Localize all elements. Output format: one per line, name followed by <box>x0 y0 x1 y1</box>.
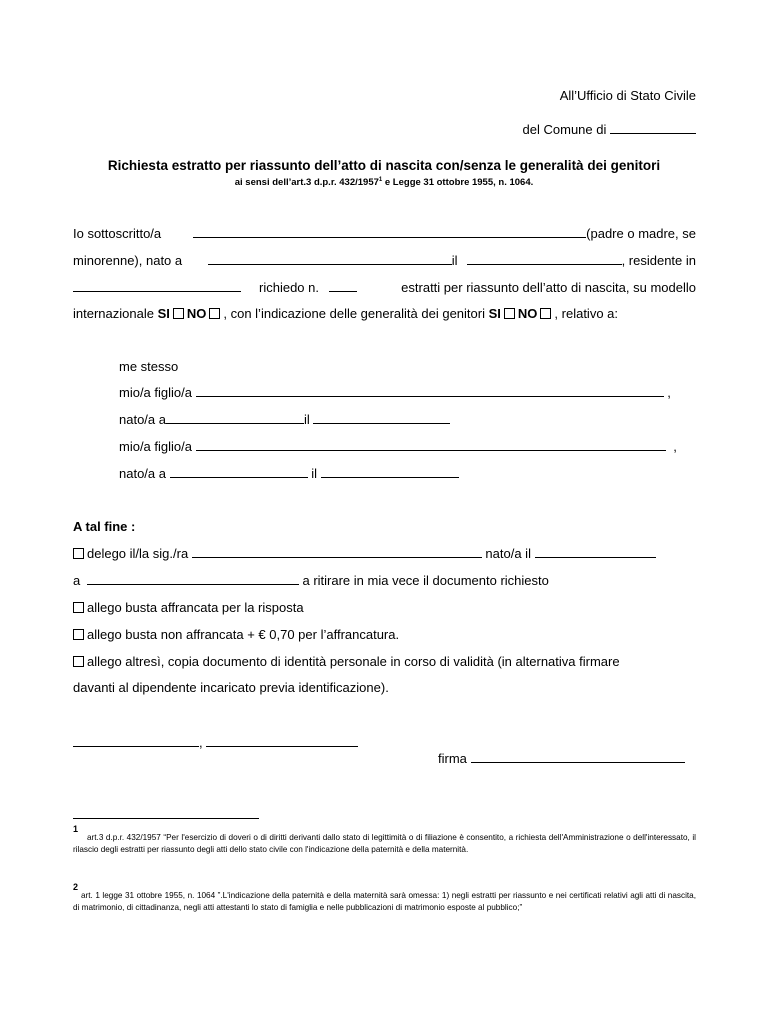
signature-field[interactable] <box>471 751 685 763</box>
child1-name-field[interactable] <box>196 385 664 397</box>
birthplace-field[interactable] <box>208 253 452 265</box>
delegate-place-field[interactable] <box>87 573 299 585</box>
me-stesso: me stesso <box>119 359 179 374</box>
child2-date-field[interactable] <box>321 466 459 478</box>
option-busta-affrancata: allego busta affrancata per la risposta <box>73 600 304 615</box>
footnote-1-number: 1 <box>73 824 79 834</box>
comune-line <box>523 122 696 137</box>
office-address: All’Ufficio di Stato Civile <box>559 88 696 103</box>
line-ritirare: a a ritirare in mia vece il documento richiesto <box>73 573 549 588</box>
residence-field[interactable] <box>73 280 241 292</box>
fine-heading: A tal fine : <box>73 519 136 534</box>
delego-checkbox[interactable] <box>73 548 84 559</box>
footnote-1-text: art.3 d.p.r. 432/1957 “Per l'esercizio di doveri o di diritti derivanti dallo stato di legittimità o di filiazione è consentito, a richiesta dell'Amministrazione o dell'interessato, il rilascio degli estratti per riassunto degli atti dello stato civile con l'indicazione della paternità e della maternità. <box>73 833 696 854</box>
line-internazionale: internazionale SI NO , con l’indicazione delle generalità dei genitori SI NO , relativo a: <box>73 306 619 321</box>
line-figlio-1: mio/a figlio/a , <box>119 385 671 400</box>
footnote-ref: 1 <box>378 177 383 183</box>
option-documento: allego altresì, copia documento di identità personale in corso di validità (in alternativa firmare <box>73 654 696 669</box>
child2-place-field[interactable] <box>170 466 308 478</box>
busta-non-affrancata-checkbox[interactable] <box>73 629 84 640</box>
birthdate-field[interactable] <box>467 253 622 265</box>
child1-place-field[interactable] <box>166 412 304 424</box>
child2-name-field[interactable] <box>196 439 666 451</box>
intl-si-checkbox[interactable] <box>173 308 184 319</box>
comune-label: del Comune di <box>522 122 607 137</box>
intl-no-checkbox[interactable] <box>209 308 220 319</box>
place-date-line: , <box>73 735 358 750</box>
busta-affrancata-checkbox[interactable] <box>73 602 84 613</box>
documento-checkbox[interactable] <box>73 656 84 667</box>
footnote-2-number: 2 <box>73 882 79 892</box>
delegate-date-field[interactable] <box>535 546 656 558</box>
line-richiedo: richiedo n. estratti per riassunto dell’atto di nascita, su modello <box>73 280 696 295</box>
line-nato: minorenne), nato a il , residente in <box>73 253 696 268</box>
gen-si-checkbox[interactable] <box>504 308 515 319</box>
footnote-separator <box>73 818 259 819</box>
line-figlio-2: mio/a figlio/a , <box>119 439 677 454</box>
place-field[interactable] <box>73 735 199 747</box>
document-title: Richiesta estratto per riassunto dell’atto di nascita con/senza le generalità dei genitori <box>107 158 661 173</box>
option-documento-cont: davanti al dipendente incaricato previa identificazione). <box>73 680 389 695</box>
line-nato-2: nato/a a il <box>119 466 459 481</box>
document-subtitle: ai sensi dell’art.3 d.p.r. 432/1957$^1$ e Legge 31 ottobre 1955, n. 1064. <box>234 177 534 189</box>
line-delego: delego il/la sig./ra nato/a il <box>73 546 656 561</box>
line-nato-1: nato/a a il <box>119 412 450 427</box>
option-busta-non-affrancata: allego busta non affrancata + € 0,70 per l’affrancatura. <box>73 627 399 642</box>
quantity-field[interactable] <box>329 280 357 292</box>
firma-line: firma <box>438 751 685 766</box>
name-field[interactable] <box>193 226 586 238</box>
date-field[interactable] <box>206 735 358 747</box>
child1-date-field[interactable] <box>313 412 450 424</box>
line-sottoscritto: Io sottoscritto/a (padre o madre, se <box>73 226 696 241</box>
footnote-2-text: art. 1 legge 31 ottobre 1955, n. 1064 ”.L'indicazione della paternità e della maternità sarà omessa: 1) negli estratti per riassunto e nei certificati relativi agli atti di nascita, di matrimonio, di cittadinanza, negli atti attestanti lo stato di famiglia e nelle pubblicazioni di matrimonio esposte al pubblico;” <box>73 891 696 912</box>
comune-field[interactable] <box>610 122 696 134</box>
gen-no-checkbox[interactable] <box>540 308 551 319</box>
delegate-name-field[interactable] <box>192 546 482 558</box>
